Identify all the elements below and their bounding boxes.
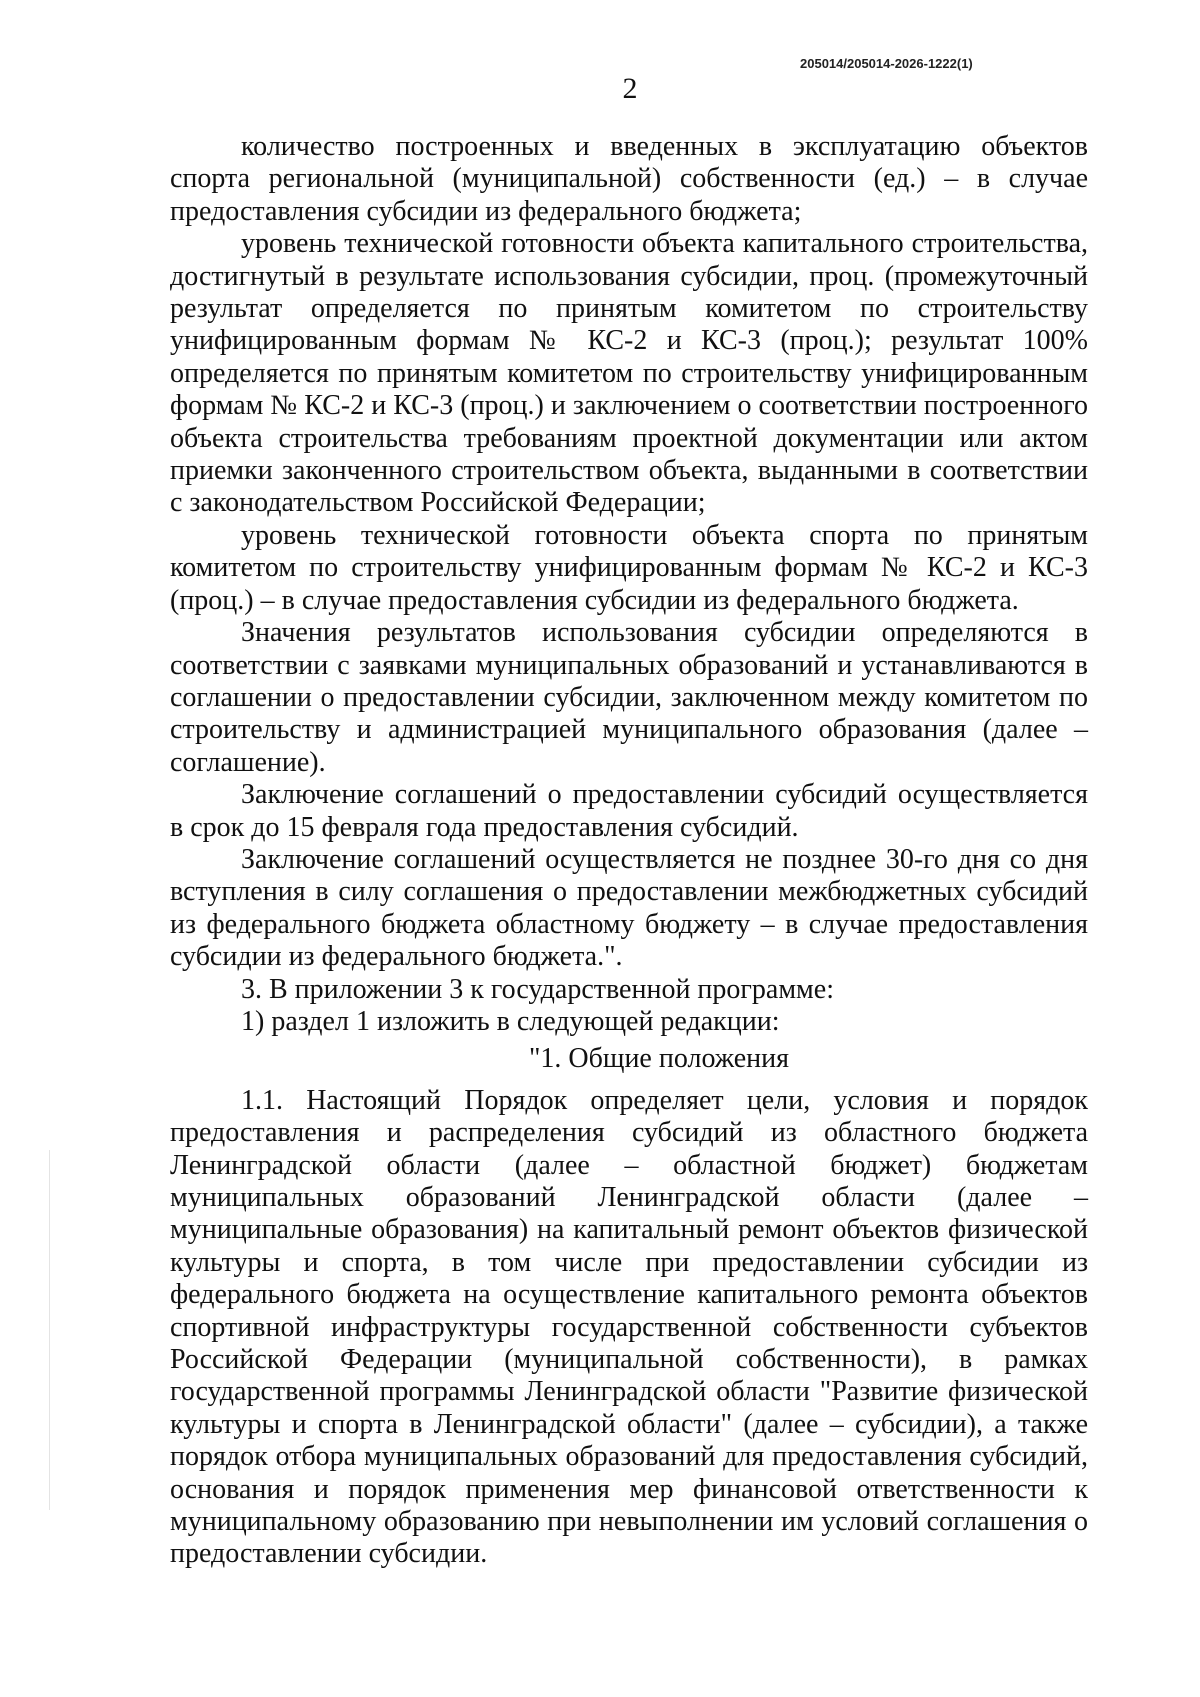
paragraph: уровень технической готовности объекта капитального строительства, достигнутый в результате использования субсидии, проц. (промежуточный результат определяется по принятым комитетом по строительству унифицированным формам № КС-2 и КС-3 (проц.); результат 100% определяется по принятым комитетом по строительству унифицированным формам № КС-2 и КС-3 (проц.) и заключением о соответствии построенного объекта строительства требованиям проектной документации или актом приемки законченного строительством объекта, выданными в соответствии с законодательством Российской Федерации; [170, 228, 1088, 519]
paragraph: 3. В приложении 3 к государственной программе: [241, 973, 834, 1005]
paragraph: количество построенных и введенных в эксплуатацию объектов спорта региональной (муниципальной) собственности (ед.) – в случае предоставления субсидии из федерального бюджета; [170, 131, 1088, 227]
section-paragraph: 1.1. Настоящий Порядок определяет цели, условия и порядок предоставления и распределения субсидий из областного бюджета Ленинградской области (далее – областной бюджет) бюджетам муниципальных образований Ленинградской области (далее – муниципальные образования) на капитальный ремонт объектов физической культуры и спорта, в том числе при предоставлении субсидии из федерального бюджета на осуществление капитального ремонта объектов спортивной инфраструктуры государственной собственности субъектов Российской Федерации (муниципальной собственности), в рамках государственной программы Ленинградской области "Развитие физической культуры и спорта в Ленинградской области" (далее – субсидии), а также порядок отбора муниципальных образований для предоставления субсидий, основания и порядок применения мер финансовой ответственности к муниципальному образованию при невыполнении им условий соглашения о предоставлении субсидии. [170, 1084, 1088, 1570]
document-code: 205014/205014-2026-1222(1) [800, 56, 973, 71]
paragraph: 1) раздел 1 изложить в следующей редакции: [241, 1005, 780, 1037]
paragraph: Значения результатов использования субсидии определяются в соответствии с заявками муниципальных образований и устанавливаются в соглашении о предоставлении субсидии, заключенном между комитетом по строительству и администрацией муниципального образования (далее – соглашение). [170, 617, 1088, 778]
paragraph: Заключение соглашений о предоставлении субсидий осуществляется в срок до 15 февраля года предоставления субсидий. [170, 779, 1088, 843]
paragraph: уровень технической готовности объекта спорта по принятым комитетом по строительству унифицированным формам № КС-2 и КС-3 (проц.) – в случае предоставления субсидии из федерального бюджета. [170, 519, 1088, 616]
page-number: 2 [622, 72, 638, 105]
document-body [170, 131, 1088, 1571]
scan-artifact-line [49, 1150, 50, 1510]
paragraph: Заключение соглашений осуществляется не позднее 30-го дня со дня вступления в силу соглашения о предоставлении межбюджетных субсидий из федерального бюджета областному бюджету – в случае предоставления субсидии из федерального бюджета.". [170, 843, 1088, 973]
section-heading: "1. Общие положения [528, 1043, 789, 1075]
